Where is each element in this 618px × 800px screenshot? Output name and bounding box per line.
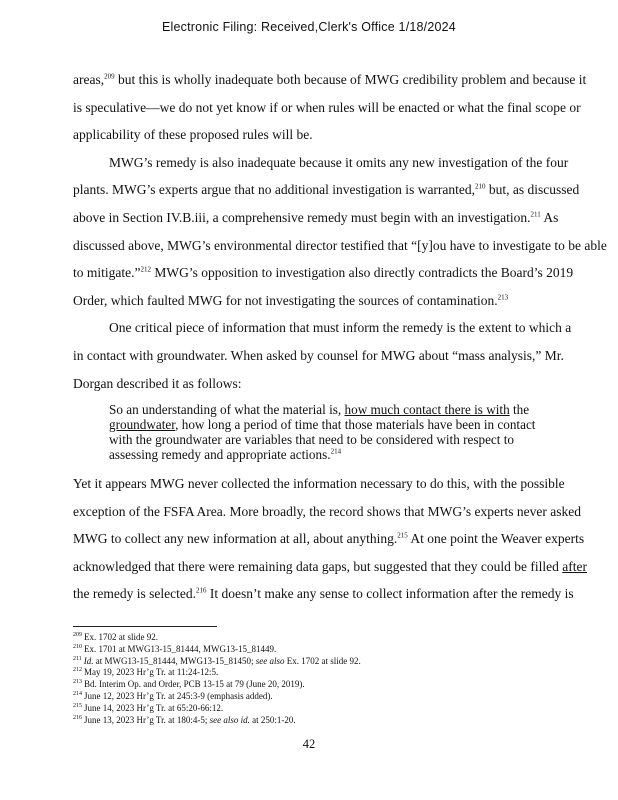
body-line: in contact with groundwater. When asked by counsel for MWG about “mass analysis,” Mr.	[73, 347, 564, 363]
body-line: the remedy is selected.$^{216}$ It doesn’t make any sense to collect information after the remedy is	[73, 586, 574, 602]
body-line: is speculative—we do not yet know if or when rules will be enacted or what the final scope or	[73, 99, 581, 115]
body-text	[73, 66, 607, 397]
body-text-continued	[73, 470, 587, 608]
body-line: Order, which faulted MWG for not investigating the sources of contamination.$^{213}$	[73, 292, 509, 308]
footnote: $^{212}$ May 19, 2023 Hr’g Tr. at 11:24-12:5.	[73, 667, 219, 678]
body-line: to mitigate.”$^{212}$ MWG’s opposition to investigation also directly contradicts the Board’s 2019	[73, 265, 574, 281]
quote-line: assessing remedy and appropriate actions.$^{214}$	[109, 447, 342, 462]
filing-header: Electronic Filing: Received,Clerk's Office 1/18/2024	[162, 20, 456, 34]
body-line: applicability of these proposed rules will be.	[73, 127, 313, 143]
body-line: exception of the FSFA Area. More broadly, the record shows that MWG’s experts never asked	[73, 503, 581, 519]
footnote: $^{210}$ Ex. 1701 at MWG13-15_81444, MWG13-15_81449.	[73, 643, 277, 654]
body-line: above in Section IV.B.iii, a comprehensive remedy must begin with an investigation.$^{211}$ As	[73, 209, 559, 225]
body-line: plants. MWG’s experts argue that no additional investigation is warranted,$^{210}$ but, as discussed	[73, 182, 580, 198]
body-line: discussed above, MWG’s environmental director testified that “[y]ou have to investigate to be able	[73, 237, 607, 253]
body-line: Yet it appears MWG never collected the information necessary to do this, with the possible	[73, 476, 565, 491]
footnote: $^{216}$ June 13, 2023 Hr’g Tr. at 180:4-5; see also id. at 250:1-20.	[73, 714, 296, 725]
block-quote	[109, 402, 549, 462]
body-line: areas,$^{209}$ but this is wholly inadequate both because of MWG credibility problem and because it	[73, 72, 587, 87]
footnote-divider	[73, 626, 217, 627]
body-line: One critical piece of information that must inform the remedy is the extent to which a	[109, 320, 572, 336]
body-line: MWG’s remedy is also inadequate because it omits any new investigation of the four	[109, 154, 569, 170]
body-line: Dorgan described it as follows:	[73, 375, 242, 391]
body-line: MWG to collect any new information at all, about anything.$^{215}$ At one point the Weaver experts	[73, 531, 585, 547]
footnote: $^{213}$ Bd. Interim Op. and Order, PCB 13-15 at 79 (June 20, 2019).	[73, 679, 305, 690]
footnote: $^{211}$ Id. at MWG13-15_81444, MWG13-15_81450; see also Ex. 1702 at slide 92.	[73, 655, 361, 666]
footnote: $^{215}$ June 14, 2023 Hr’g Tr. at 65:20-66:12.	[73, 702, 224, 713]
footnote: $^{214}$ June 12, 2023 Hr’g Tr. at 245:3-9 (emphasis added).	[73, 690, 273, 701]
footnote: $^{209}$ Ex. 1702 at slide 92.	[73, 632, 158, 642]
body-line: acknowledged that there were remaining data gaps, but suggested that they could be filled after	[73, 558, 587, 574]
quote-line: with the groundwater are variables that need to be considered with respect to	[109, 432, 515, 447]
page-number: 42	[302, 737, 316, 751]
footnotes	[73, 632, 583, 726]
quote-line: groundwater, how long a period of time that those materials have been in contact	[109, 417, 536, 432]
quote-line: So an understanding of what the material is, how much contact there is with the	[109, 402, 530, 417]
